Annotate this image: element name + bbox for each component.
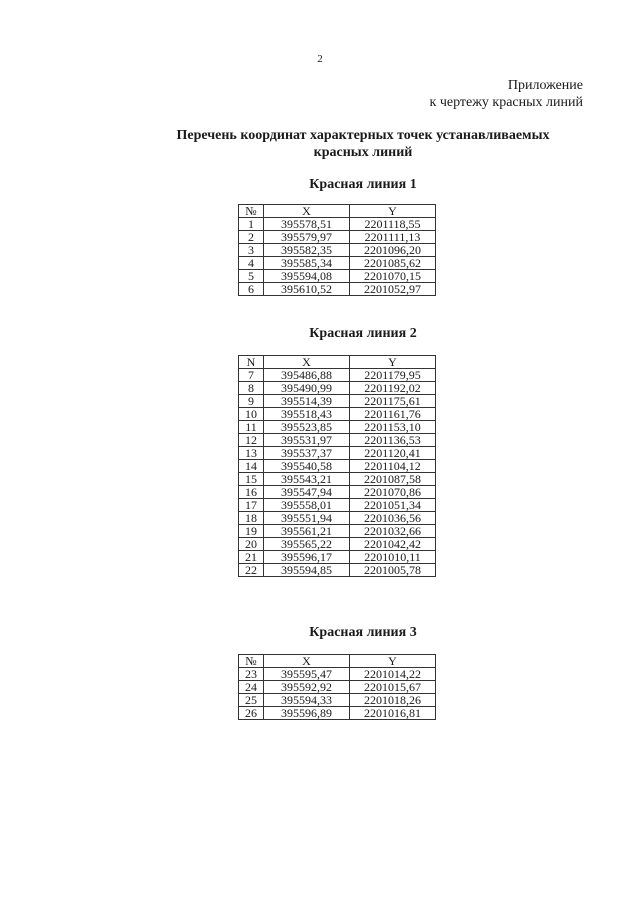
table-cell: 2201175,61	[350, 395, 436, 408]
table-cell: 395582,35	[264, 244, 350, 257]
table-cell: 2201016,81	[350, 707, 436, 720]
table-cell: 395540,58	[264, 460, 350, 473]
table-row	[239, 694, 436, 707]
document-title-line-2: красных линий	[313, 145, 413, 160]
table-row	[239, 421, 436, 434]
table-row	[239, 551, 436, 564]
table-row	[239, 218, 436, 231]
table-cell: 2201010,11	[350, 551, 436, 564]
table-cell: 395523,85	[264, 421, 350, 434]
table-cell: 395551,94	[264, 512, 350, 525]
table-cell: 2201087,58	[350, 473, 436, 486]
table-cell: 11	[239, 421, 264, 434]
table-cell: 2201042,42	[350, 538, 436, 551]
table-row	[239, 382, 436, 395]
table-cell: 17	[239, 499, 264, 512]
table-cell: 8	[239, 382, 264, 395]
table-cell: 15	[239, 473, 264, 486]
table-cell: 2201070,15	[350, 270, 436, 283]
table-cell: 10	[239, 408, 264, 421]
table-row	[239, 369, 436, 382]
table-cell: 13	[239, 447, 264, 460]
table-cell: 2201014,22	[350, 668, 436, 681]
table-row	[239, 668, 436, 681]
page-number: 2	[317, 53, 323, 65]
table-cell: 2201096,20	[350, 244, 436, 257]
table-cell: 395514,39	[264, 395, 350, 408]
table-cell: 2201120,41	[350, 447, 436, 460]
table-header-row	[239, 356, 436, 369]
table-row	[239, 707, 436, 720]
table-cell: 12	[239, 434, 264, 447]
table-row	[239, 408, 436, 421]
table-cell: 2201018,26	[350, 694, 436, 707]
table-row	[239, 525, 436, 538]
appendix-note	[430, 77, 583, 111]
table-header-row	[239, 655, 436, 668]
table-row	[239, 486, 436, 499]
table-cell: 395558,01	[264, 499, 350, 512]
section-title-3: Красная линия 3	[309, 625, 417, 640]
table-row	[239, 244, 436, 257]
table-cell: 26	[239, 707, 264, 720]
table-row	[239, 499, 436, 512]
table-cell: 16	[239, 486, 264, 499]
table-cell: 19	[239, 525, 264, 538]
coordinates-table-2	[238, 355, 436, 577]
table-header-cell: Y	[350, 356, 436, 369]
table-cell: 23	[239, 668, 264, 681]
table-cell: 395578,51	[264, 218, 350, 231]
table-row	[239, 681, 436, 694]
table-cell: 3	[239, 244, 264, 257]
table-cell: 395594,33	[264, 694, 350, 707]
table-cell: 2201085,62	[350, 257, 436, 270]
table-cell: 1	[239, 218, 264, 231]
document-title-line-1: Перечень координат характерных точек устанавливаемых	[176, 128, 550, 143]
table-cell: 2201052,97	[350, 283, 436, 296]
table-cell: 395531,97	[264, 434, 350, 447]
table-row	[239, 564, 436, 577]
table-cell: 2201032,66	[350, 525, 436, 538]
table-cell: 2201192,02	[350, 382, 436, 395]
table-cell: 9	[239, 395, 264, 408]
table-cell: 395486,88	[264, 369, 350, 382]
table-cell: 6	[239, 283, 264, 296]
document-title	[150, 127, 576, 161]
table-header-cell: N	[239, 356, 264, 369]
table-cell: 395610,52	[264, 283, 350, 296]
table-cell: 14	[239, 460, 264, 473]
table-cell: 5	[239, 270, 264, 283]
table-cell: 395537,37	[264, 447, 350, 460]
table-header-row	[239, 205, 436, 218]
section-title-2: Красная линия 2	[309, 326, 417, 341]
table-row	[239, 473, 436, 486]
table-cell: 395596,89	[264, 707, 350, 720]
table-cell: 395596,17	[264, 551, 350, 564]
table-cell: 395547,94	[264, 486, 350, 499]
table-cell: 395565,22	[264, 538, 350, 551]
table-header-cell: X	[264, 655, 350, 668]
table-row	[239, 538, 436, 551]
table-cell: 2201036,56	[350, 512, 436, 525]
table-row	[239, 460, 436, 473]
table-cell: 2201015,67	[350, 681, 436, 694]
section-title-1: Красная линия 1	[309, 177, 417, 192]
table-cell: 395594,85	[264, 564, 350, 577]
table-cell: 395543,21	[264, 473, 350, 486]
table-row	[239, 257, 436, 270]
table-cell: 2201161,76	[350, 408, 436, 421]
table-row	[239, 283, 436, 296]
table-header-cell: X	[264, 205, 350, 218]
table-cell: 20	[239, 538, 264, 551]
table-cell: 4	[239, 257, 264, 270]
table-cell: 22	[239, 564, 264, 577]
table-cell: 24	[239, 681, 264, 694]
table-row	[239, 270, 436, 283]
table-header-cell: №	[239, 655, 264, 668]
table-row	[239, 434, 436, 447]
table-cell: 18	[239, 512, 264, 525]
table-cell: 2201070,86	[350, 486, 436, 499]
table-cell: 2201118,55	[350, 218, 436, 231]
table-cell: 395490,99	[264, 382, 350, 395]
table-row	[239, 231, 436, 244]
table-header-cell: Y	[350, 205, 436, 218]
table-cell: 395518,43	[264, 408, 350, 421]
table-cell: 2	[239, 231, 264, 244]
table-row	[239, 512, 436, 525]
table-cell: 395585,34	[264, 257, 350, 270]
table-cell: 2201153,10	[350, 421, 436, 434]
table-cell: 25	[239, 694, 264, 707]
table-cell: 395592,92	[264, 681, 350, 694]
table-row	[239, 447, 436, 460]
table-cell: 2201179,95	[350, 369, 436, 382]
table-cell: 395561,21	[264, 525, 350, 538]
table-cell: 2201104,12	[350, 460, 436, 473]
table-cell: 2201005,78	[350, 564, 436, 577]
table-cell: 2201051,34	[350, 499, 436, 512]
appendix-line-1: Приложение	[507, 78, 583, 93]
coordinates-table-1	[238, 204, 436, 296]
table-cell: 21	[239, 551, 264, 564]
table-header-cell: №	[239, 205, 264, 218]
table-header-cell: Y	[350, 655, 436, 668]
table-cell: 395595,47	[264, 668, 350, 681]
coordinates-table-3	[238, 654, 436, 720]
table-cell: 2201136,53	[350, 434, 436, 447]
table-cell: 395594,08	[264, 270, 350, 283]
table-row	[239, 395, 436, 408]
table-header-cell: X	[264, 356, 350, 369]
table-cell: 7	[239, 369, 264, 382]
table-cell: 395579,97	[264, 231, 350, 244]
appendix-line-2: к чертежу красных линий	[429, 95, 583, 110]
table-cell: 2201111,13	[350, 231, 436, 244]
